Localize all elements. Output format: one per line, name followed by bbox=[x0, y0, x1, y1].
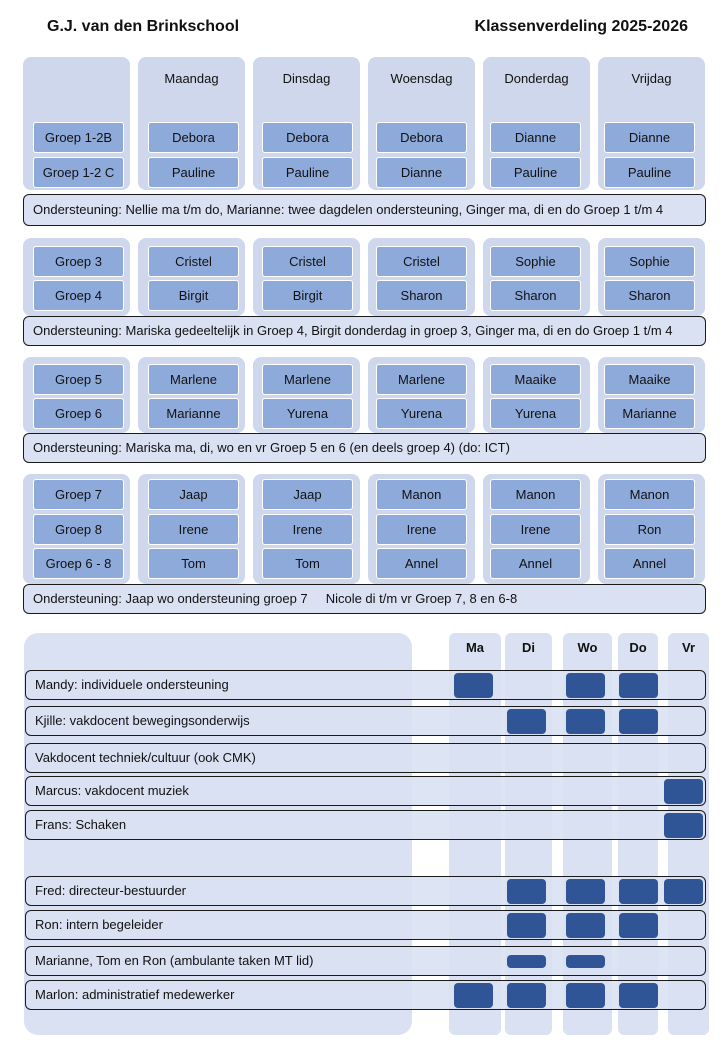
staff-presence-mark bbox=[566, 913, 605, 938]
staff-presence-mark bbox=[566, 709, 605, 734]
staff-label: Marcus: vakdocent muziek bbox=[35, 783, 189, 798]
group-cell: Groep 5 bbox=[33, 364, 124, 395]
teacher-cell: Sophie bbox=[490, 246, 581, 277]
staff-presence-mark bbox=[664, 779, 703, 804]
teacher-cell: Annel bbox=[604, 548, 695, 579]
support-bar: Ondersteuning: Mariska gedeeltelijk in Groep 4, Birgit donderdag in groep 3, Ginger ma, di en do Groep 1 t/m 4 bbox=[23, 316, 706, 346]
teacher-cell: Birgit bbox=[148, 280, 239, 311]
staff-presence-mark bbox=[454, 983, 493, 1008]
staff-label: Vakdocent techniek/cultuur (ook CMK) bbox=[35, 750, 256, 765]
teacher-cell: Sharon bbox=[376, 280, 467, 311]
teacher-cell: Marianne bbox=[604, 398, 695, 429]
group-cell: Groep 8 bbox=[33, 514, 124, 545]
teacher-cell: Marlene bbox=[262, 364, 353, 395]
teacher-cell: Pauline bbox=[262, 157, 353, 188]
support-bar: Ondersteuning: Mariska ma, di, wo en vr Groep 5 en 6 (en deels groep 4) (do: ICT) bbox=[23, 433, 706, 463]
teacher-cell: Irene bbox=[490, 514, 581, 545]
teacher-cell: Annel bbox=[490, 548, 581, 579]
day-header-4: Vrijdag bbox=[631, 71, 672, 86]
teacher-cell: Debora bbox=[262, 122, 353, 153]
staff-presence-mark bbox=[664, 813, 703, 838]
teacher-cell: Tom bbox=[148, 548, 239, 579]
teacher-cell: Irene bbox=[376, 514, 467, 545]
group-cell: Groep 6 bbox=[33, 398, 124, 429]
staff-presence-mark bbox=[566, 983, 605, 1008]
teacher-cell: Pauline bbox=[490, 157, 581, 188]
teacher-cell: Dianne bbox=[376, 157, 467, 188]
day-header-1: Dinsdag bbox=[282, 71, 331, 86]
staff-label: Mandy: individuele ondersteuning bbox=[35, 677, 229, 692]
teacher-cell: Dianne bbox=[490, 122, 581, 153]
staff-presence-mark bbox=[619, 913, 658, 938]
teacher-cell: Marlene bbox=[148, 364, 239, 395]
teacher-cell: Yurena bbox=[490, 398, 581, 429]
school-name: G.J. van den Brinkschool bbox=[47, 18, 240, 35]
teacher-cell: Marianne bbox=[148, 398, 239, 429]
teacher-cell: Jaap bbox=[262, 479, 353, 510]
staff-presence-mark bbox=[619, 983, 658, 1008]
staff-day-header-4: Vr bbox=[681, 640, 695, 655]
staff-label: Marianne, Tom en Ron (ambulante taken MT lid) bbox=[35, 953, 314, 968]
staff-day-header-0: Ma bbox=[465, 640, 485, 655]
teacher-cell: Marlene bbox=[376, 364, 467, 395]
staff-presence-mark bbox=[507, 913, 546, 938]
teacher-cell: Debora bbox=[148, 122, 239, 153]
staff-label: Fred: directeur-bestuurder bbox=[35, 883, 187, 898]
staff-presence-mark bbox=[454, 673, 493, 698]
group-cell: Groep 3 bbox=[33, 246, 124, 277]
teacher-cell: Debora bbox=[376, 122, 467, 153]
teacher-cell: Sophie bbox=[604, 246, 695, 277]
staff-presence-mark bbox=[507, 709, 546, 734]
teacher-cell: Cristel bbox=[148, 246, 239, 277]
group-cell: Groep 6 - 8 bbox=[33, 548, 124, 579]
teacher-cell: Manon bbox=[376, 479, 467, 510]
teacher-cell: Irene bbox=[262, 514, 353, 545]
teacher-cell: Cristel bbox=[262, 246, 353, 277]
group-cell: Groep 1-2 C bbox=[33, 157, 124, 188]
staff-row bbox=[25, 810, 706, 840]
staff-presence-mark bbox=[619, 673, 658, 698]
day-header-0: Maandag bbox=[164, 71, 219, 86]
teacher-cell: Irene bbox=[148, 514, 239, 545]
teacher-cell: Sharon bbox=[604, 280, 695, 311]
staff-presence-mark bbox=[619, 709, 658, 734]
teacher-cell: Sharon bbox=[490, 280, 581, 311]
teacher-cell: Yurena bbox=[376, 398, 467, 429]
group-cell: Groep 7 bbox=[33, 479, 124, 510]
teacher-cell: Birgit bbox=[262, 280, 353, 311]
staff-presence-mark bbox=[507, 955, 546, 968]
staff-label: Kjille: vakdocent bewegingsonderwijs bbox=[35, 713, 250, 728]
staff-row bbox=[25, 743, 706, 773]
group-cell: Groep 1-2B bbox=[33, 122, 124, 153]
staff-presence-mark bbox=[566, 955, 605, 968]
teacher-cell: Cristel bbox=[376, 246, 467, 277]
staff-day-header-3: Do bbox=[629, 640, 647, 655]
staff-presence-mark bbox=[566, 879, 605, 904]
teacher-cell: Ron bbox=[604, 514, 695, 545]
group-cell: Groep 4 bbox=[33, 280, 124, 311]
page-title: Klassenverdeling 2025-2026 bbox=[474, 18, 688, 35]
support-bar: Ondersteuning: Nellie ma t/m do, Marianne: twee dagdelen ondersteuning, Ginger ma, di en do Groep 1 t/m 4 bbox=[23, 194, 706, 226]
staff-day-header-1: Di bbox=[522, 640, 535, 655]
day-header-2: Woensdag bbox=[390, 71, 453, 86]
staff-presence-mark bbox=[664, 879, 703, 904]
teacher-cell: Pauline bbox=[604, 157, 695, 188]
support-bar: Ondersteuning: Jaap wo ondersteuning groep 7 Nicole di t/m vr Groep 7, 8 en 6-8 bbox=[23, 584, 706, 614]
teacher-cell: Dianne bbox=[604, 122, 695, 153]
teacher-cell: Maaike bbox=[490, 364, 581, 395]
teacher-cell: Pauline bbox=[148, 157, 239, 188]
teacher-cell: Maaike bbox=[604, 364, 695, 395]
staff-label: Marlon: administratief medewerker bbox=[35, 987, 235, 1002]
teacher-cell: Jaap bbox=[148, 479, 239, 510]
staff-presence-mark bbox=[619, 879, 658, 904]
staff-presence-mark bbox=[507, 983, 546, 1008]
teacher-cell: Tom bbox=[262, 548, 353, 579]
staff-presence-mark bbox=[507, 879, 546, 904]
staff-row bbox=[25, 776, 706, 806]
teacher-cell: Yurena bbox=[262, 398, 353, 429]
teacher-cell: Manon bbox=[604, 479, 695, 510]
staff-day-header-2: Wo bbox=[577, 640, 598, 655]
day-header-3: Donderdag bbox=[504, 71, 569, 86]
staff-label: Frans: Schaken bbox=[35, 817, 127, 832]
staff-label: Ron: intern begeleider bbox=[35, 917, 163, 932]
teacher-cell: Annel bbox=[376, 548, 467, 579]
staff-presence-mark bbox=[566, 673, 605, 698]
teacher-cell: Manon bbox=[490, 479, 581, 510]
